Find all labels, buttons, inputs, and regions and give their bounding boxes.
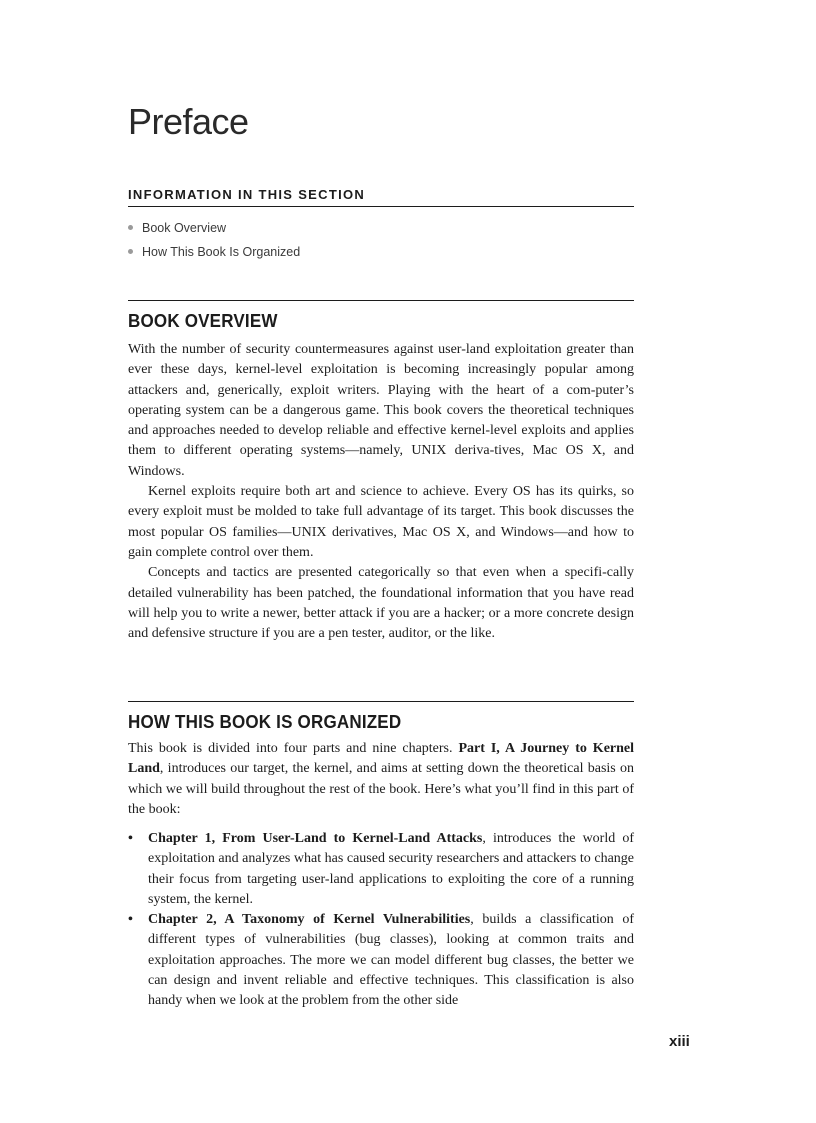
intro-text: This book is divided into four parts and nine chapters.: [128, 741, 459, 756]
page-title: Preface: [128, 101, 249, 142]
bullet-icon: •: [128, 912, 133, 928]
info-list-item-label: Book Overview: [142, 221, 227, 235]
bullet-dot-icon: [128, 249, 133, 254]
organization-heading: HOW THIS BOOK IS ORGANIZED: [128, 711, 402, 732]
chapter-list: [128, 829, 634, 1012]
info-section-list: [128, 220, 300, 267]
organization-intro-paragraph: [128, 739, 634, 820]
part-reference: Part I, A Journey to Kernel Land: [128, 741, 635, 777]
info-list-item: [128, 244, 300, 268]
bullet-dot-icon: [128, 225, 133, 230]
chapter-list-item: [128, 910, 634, 1011]
chapter-title: Chapter 1, From User-Land to Kernel-Land Attacks: [148, 831, 483, 846]
intro-text-continued: , introduces our target, the kernel, and aims at setting down the theoretical basis on which we will build throughout the rest of the book. Here’s what you’ll find in this part of the book:: [128, 761, 634, 817]
organization-section-rule: [128, 701, 634, 702]
overview-heading: BOOK OVERVIEW: [128, 310, 278, 331]
info-list-item-label: How This Book Is Organized: [142, 244, 301, 259]
chapter-title: Chapter 2, A Taxonomy of Kernel Vulnerabilities: [148, 912, 471, 928]
page-number: xiii: [669, 1033, 690, 1050]
bullet-icon: •: [128, 831, 133, 846]
overview-section-rule: [128, 300, 634, 301]
overview-paragraph: Kernel exploits require both art and science to achieve. Every OS has its quirks, so every exploit must be molded to take full advantage of its target. This book discusses the most popular OS families—UNIX derivatives, Mac OS X, and Windows—and how to gain complete control over them.: [128, 484, 634, 560]
chapter-description: , introduces the world of exploitation and analyzes what has caused security researchers and attackers to change their focus from targeting user-land applications to exploiting the core of a running system, the kernel.: [148, 831, 634, 907]
organization-intro: [128, 739, 634, 820]
overview-body: [128, 340, 634, 644]
info-section-heading: INFORMATION IN THIS SECTION: [128, 187, 634, 207]
overview-paragraph: Concepts and tactics are presented categorically so that even when a specifi-cally detailed vulnerability has been patched, the foundational information that you have read will help you to write a newer, better attack if you are a hacker; or a more concrete design and defensive structure if you are a pen tester, auditor, or the like.: [128, 565, 634, 642]
chapter-list-item: [128, 829, 634, 910]
info-list-item: [128, 220, 300, 244]
chapter-description: , builds a classification of different types of vulnerabilities (bug classes), looking at common traits and exploitation approaches. The more we can model different bug classes, the better we can design and invent reliable and effective techniques. This classification is also handy when we look at the problem from the other side: [148, 912, 634, 1009]
overview-paragraph: With the number of security countermeasures against user-land exploitation greater than ever these days, kernel-level exploitation is becoming increasingly popular among attackers and, generically, exploit writers. Playing with the heart of a com-puter’s operating system can be a dangerous game. This book covers the theoretical techniques and approaches needed to develop reliable and effective kernel-level exploits and applies them to different operating systems—namely, UNIX deriva-tives, Mac OS X, and Windows.: [128, 342, 634, 479]
